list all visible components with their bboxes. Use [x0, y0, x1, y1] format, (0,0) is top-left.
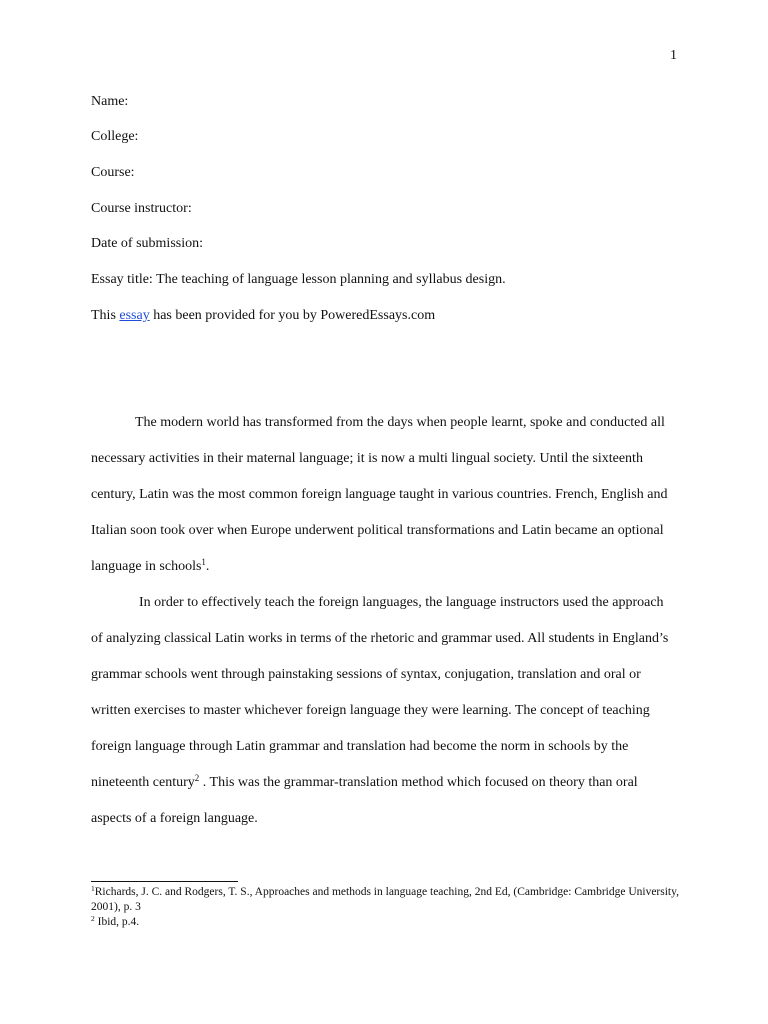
- name-field: Name:: [91, 94, 129, 109]
- course-field: Course:: [91, 165, 135, 180]
- instructor-field: Course instructor:: [91, 201, 192, 216]
- paragraph-1: [91, 405, 671, 585]
- footnote-1-text: Richards, J. C. and Rodgers, T. S., Approaches and methods in language teaching, 2nd Ed, (Cambridge: Cambridge University, 2001), p. 3: [91, 886, 680, 913]
- essay-link[interactable]: essay: [119, 308, 150, 323]
- page-number: 1: [670, 48, 677, 63]
- footnote-2: [91, 915, 681, 930]
- footnote-2-text: Ibid, p.4.: [94, 916, 140, 928]
- paragraph-2-end: . This was the grammar-translation method which focused on theory than oral aspects of a foreign language.: [91, 775, 638, 826]
- essay-title: Essay title: The teaching of language lesson planning and syllabus design.: [91, 272, 506, 287]
- paragraph-1-text: The modern world has transformed from the days when people learnt, spoke and conducted all necessary activities in their maternal language; it is now a multi lingual society. Until the sixteenth century, Latin was the most common foreign language taught in various countries. French, English and Italian soon took over when Europe underwent political transformations and Latin became an optional language in schools: [91, 415, 668, 574]
- footnote-ref-1[interactable]: 1: [201, 557, 206, 567]
- footnote-separator: [91, 881, 238, 882]
- provided-suffix: has been provided for you by PoweredEssays.com: [149, 308, 436, 323]
- paragraph-2-text: In order to effectively teach the foreign languages, the language instructors used the approach of analyzing classical Latin works in terms of the rhetoric and grammar used. All students in England’s grammar schools went through painstaking sessions of syntax, conjugation, translation and oral or written exercises to master whichever foreign language they were learning. The concept of teaching foreign language through Latin grammar and translation had become the norm in schools by the nineteenth century: [91, 595, 669, 790]
- footnote-1: [91, 885, 681, 915]
- body-text: [91, 405, 671, 837]
- college-field: College:: [91, 129, 139, 144]
- footnotes: [91, 885, 681, 930]
- footnote-2-number: 2: [91, 914, 95, 923]
- provided-by-line: [91, 308, 435, 324]
- provided-prefix: This: [91, 308, 120, 323]
- date-field: Date of submission:: [91, 236, 203, 251]
- footnote-1-number: 1: [91, 884, 95, 893]
- paragraph-1-end: .: [205, 559, 210, 574]
- paragraph-2: [91, 585, 671, 837]
- footnote-ref-2[interactable]: 2: [194, 773, 200, 783]
